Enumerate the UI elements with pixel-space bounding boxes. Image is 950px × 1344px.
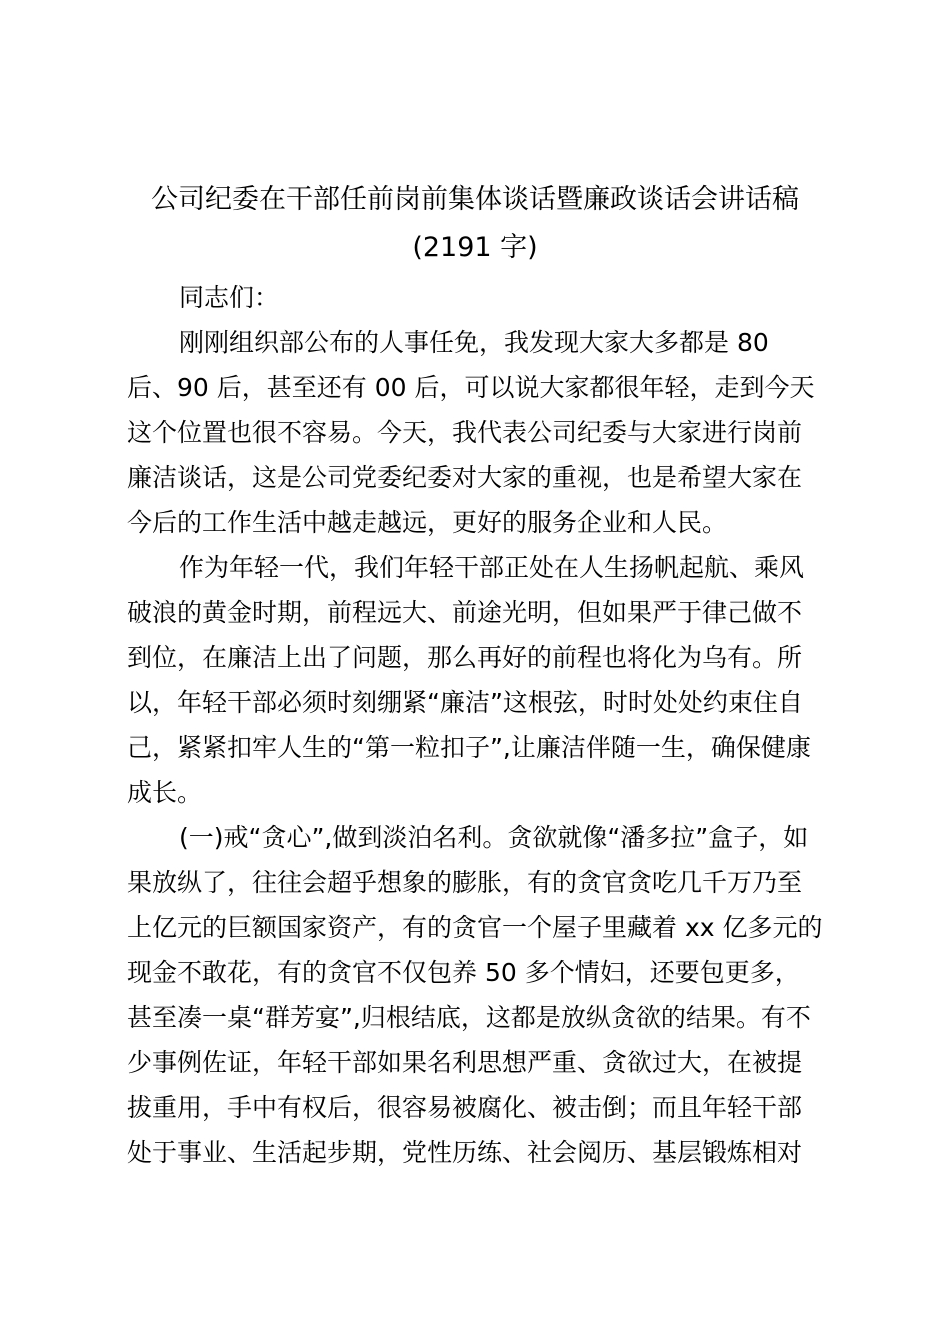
body-line: 廉洁谈话，这是公司党委纪委对大家的重视，也是希望大家在 [127,463,803,492]
body-line: 今后的工作生活中越走越远，更好的服务企业和人民。 [127,508,728,537]
body-line: 到位，在廉洁上出了问题，那么再好的前程也将化为乌有。所 [127,643,803,672]
body-line: 这个位置也很不容易。今天，我代表公司纪委与大家进行岗前 [127,418,803,447]
body-line: (一)戒“贪心”,做到淡泊名利。贪欲就像“潘多拉”盒子，如 [179,823,809,852]
body-line: 后、90 后，甚至还有 00 后，可以说大家都很年轻，走到今天 [127,373,815,402]
body-line: 现金不敢花，有的贪官不仅包养 50 多个情妇，还要包更多， [127,958,800,987]
body-line: 刚刚组织部公布的人事任免，我发现大家大多都是 80 [179,328,769,357]
body-line: 破浪的黄金时期，前程远大、前途光明，但如果严于律己做不 [127,598,803,627]
body-line: 拔重用，手中有权后，很容易被腐化、被击倒；而且年轻干部 [127,1093,803,1122]
body-line: 成长。 [127,778,203,807]
body-line: 以，年轻干部必须时刻绷紧“廉洁”这根弦，时时处处约束住自 [127,688,803,717]
document-title: 公司纪委在干部任前岗前集体谈话暨廉政谈话会讲话稿 [151,184,799,215]
body-line: 己，紧紧扣牢人生的“第一粒扣子”,让廉洁伴随一生，确保健康 [127,733,811,762]
body-line: 上亿元的巨额国家资产，有的贪官一个屋子里藏着 xx 亿多元的 [127,913,823,942]
document-title-wordcount: (2191 字) [412,232,538,263]
body-line: 少事例佐证，年轻干部如果名利思想严重、贪欲过大，在被提 [127,1048,803,1077]
body-line: 甚至凑一桌“群芳宴”,归根结底，这都是放纵贪欲的结果。有不 [127,1003,811,1032]
body-line: 同志们： [179,283,280,312]
body-line: 果放纵了，往往会超乎想象的膨胀，有的贪官贪吃几千万乃至 [127,868,803,897]
body-line: 作为年轻一代，我们年轻干部正处在人生扬帆起航、乘风 [179,553,805,582]
body-line: 处于事业、生活起步期，党性历练、社会阅历、基层锻炼相对 [127,1138,803,1167]
